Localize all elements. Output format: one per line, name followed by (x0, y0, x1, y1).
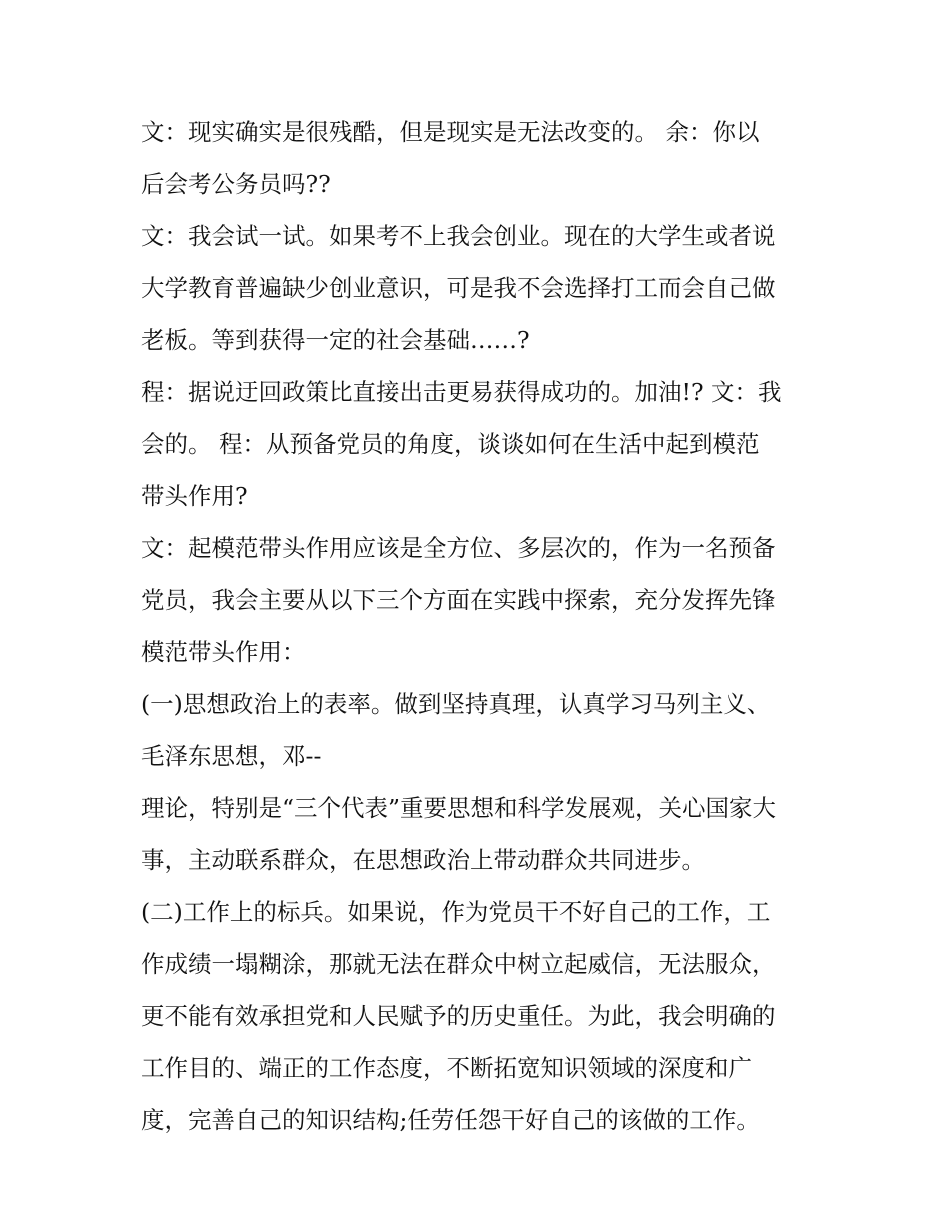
text-line: 会的。 程：从预备党员的角度，谈谈如何在生活中起到模范 (141, 430, 760, 458)
text-line: 文：现实确实是很残酷，但是现实是无法改变的。 余：你以 (141, 118, 760, 146)
text-line: 事，主动联系群众，在思想政治上带动群众共同进步。 (141, 846, 705, 874)
text-line: 文：起模范带头作用应该是全方位、多层次的，作为一名预备 (141, 534, 776, 562)
text-line: 党员，我会主要从以下三个方面在实践中探索，充分发挥先锋 (141, 586, 776, 614)
text-line: (一)思想政治上的表率。做到坚持真理，认真学习马列主义、 (141, 690, 771, 718)
text-line: 更不能有效承担党和人民赋予的历史重任。为此，我会明确的 (141, 1002, 776, 1030)
text-line: 模范带头作用： (141, 638, 306, 666)
text-line: 度，完善自己的知识结构;任劳任怨干好自己的该做的工作。 (141, 1106, 760, 1134)
text-line: 程：据说迂回政策比直接出击更易获得成功的。加油!? 文：我 (141, 378, 782, 406)
text-line: 作成绩一塌糊涂，那就无法在群众中树立起威信，无法服众， (141, 950, 776, 978)
text-line: 老板。等到获得一定的社会基础……? (141, 326, 530, 354)
text-line: 理论，特别是“三个代表”重要思想和科学发展观，关心国家大 (141, 794, 777, 822)
text-line: 带头作用? (141, 482, 248, 510)
text-line: 大学教育普遍缺少创业意识，可是我不会选择打工而会自己做 (141, 274, 776, 302)
text-line: 文：我会试一试。如果考不上我会创业。现在的大学生或者说 (141, 222, 776, 250)
document-body (141, 112, 821, 1152)
text-line: 毛泽东思想，邓-- (141, 742, 322, 770)
text-line: 工作目的、端正的工作态度，不断拓宽知识领域的深度和广 (141, 1054, 752, 1082)
text-line: 后会考公务员吗?? (141, 170, 331, 198)
text-line: (二)工作上的标兵。如果说，作为党员干不好自己的工作，工 (141, 898, 771, 926)
